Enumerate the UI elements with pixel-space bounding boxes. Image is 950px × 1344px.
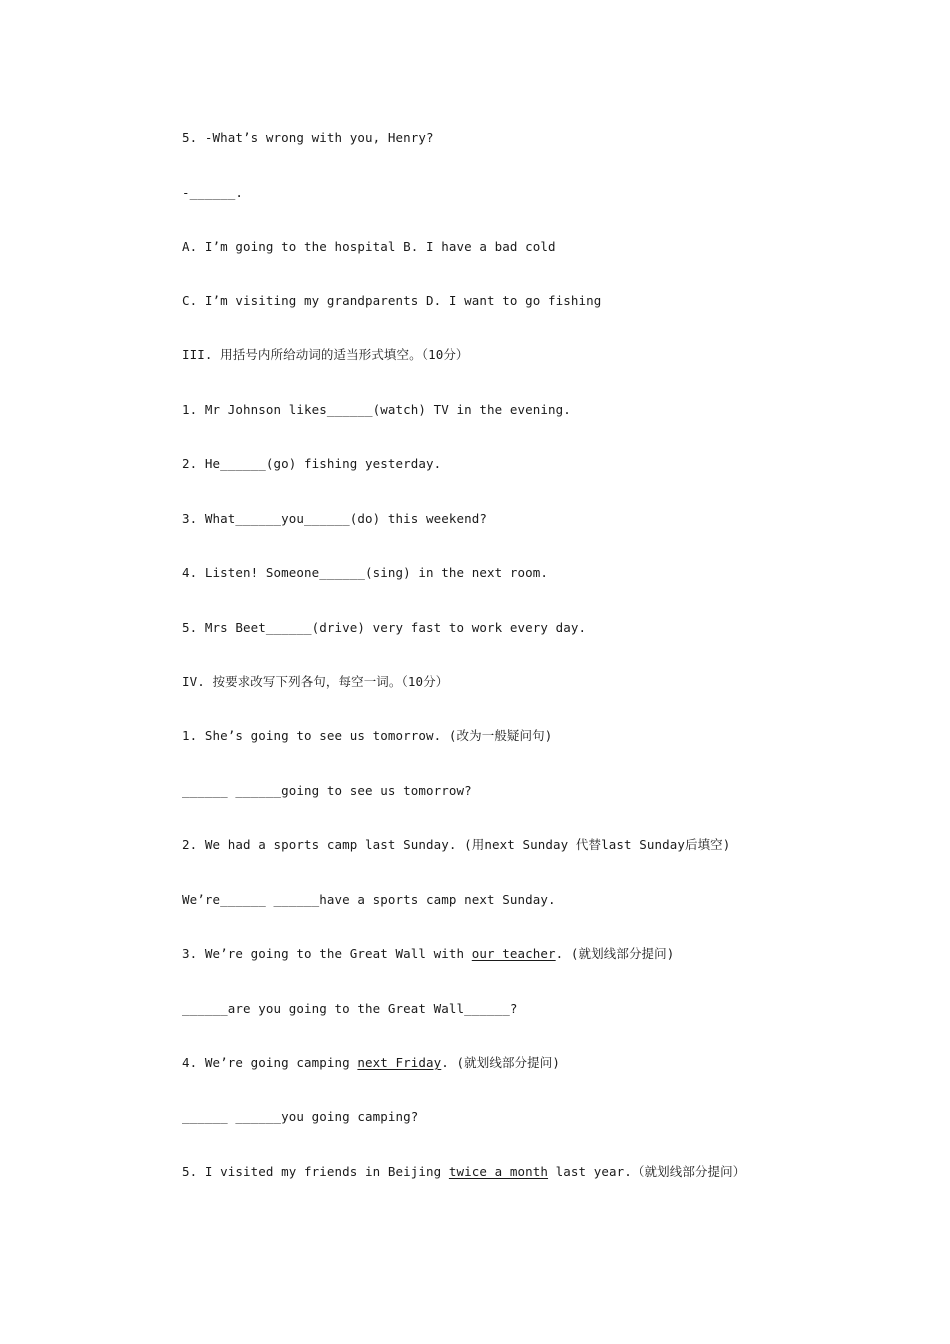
section-iii-item-1: 1. Mr Johnson likes______(watch) TV in the evening. [182, 402, 571, 417]
section-iv-item-2-answer: We’re______ ______have a sports camp next Sunday. [182, 892, 556, 907]
section-iv-item-4 [182, 1055, 882, 1071]
item-4-text-start: 4. We’re going camping [182, 1055, 358, 1070]
section-iii-item-3: 3. What______you______(do) this weekend? [182, 511, 488, 526]
section-iv-item-1: 1. She’s going to see us tomorrow. (改为一般疑问句) [182, 728, 553, 743]
item-3-text-end: . (就划线部分提问) [555, 946, 675, 961]
item-5-text-start: 5. I visited my friends in Beijing [182, 1164, 449, 1179]
section-iv-item-3 [182, 946, 882, 962]
section-iii-heading: III. 用括号内所给动词的适当形式填空。（10分） [182, 347, 469, 362]
item-3-text-start: 3. We’re going to the Great Wall with [182, 946, 472, 961]
item-4-underlined-phrase: next Friday [357, 1055, 442, 1070]
q5-question: 5. -What’s wrong with you, Henry? [182, 130, 434, 145]
item-5-text-end: last year.（就划线部分提问） [548, 1164, 746, 1179]
section-iv-item-1-answer: ______ ______going to see us tomorrow? [182, 783, 472, 798]
section-iv-item-5 [182, 1164, 882, 1180]
section-iv-item-3-answer: ______are you going to the Great Wall______? [182, 1001, 518, 1016]
section-iii-item-2: 2. He______(go) fishing yesterday. [182, 456, 442, 471]
section-iii-item-4: 4. Listen! Someone______(sing) in the next room. [182, 565, 549, 580]
q5-options-cd: C. I’m visiting my grandparents D. I want to go fishing [182, 293, 602, 308]
section-iv-heading: IV. 按要求改写下列各句，每空一词。（10分） [182, 674, 449, 689]
item-5-underlined-phrase: twice a month [448, 1164, 549, 1179]
section-iii-item-5: 5. Mrs Beet______(drive) very fast to work every day. [182, 620, 587, 635]
section-iv-item-2: 2. We had a sports camp last Sunday. (用next Sunday 代替last Sunday后填空) [182, 837, 731, 852]
item-4-text-end: . (就划线部分提问) [441, 1055, 560, 1070]
item-3-underlined-phrase: our teacher [471, 946, 556, 961]
q5-options-ab: A. I’m going to the hospital B. I have a bad cold [182, 239, 556, 254]
q5-answer-blank: -______. [182, 185, 244, 200]
section-iv-item-4-answer: ______ ______you going camping? [182, 1109, 419, 1124]
